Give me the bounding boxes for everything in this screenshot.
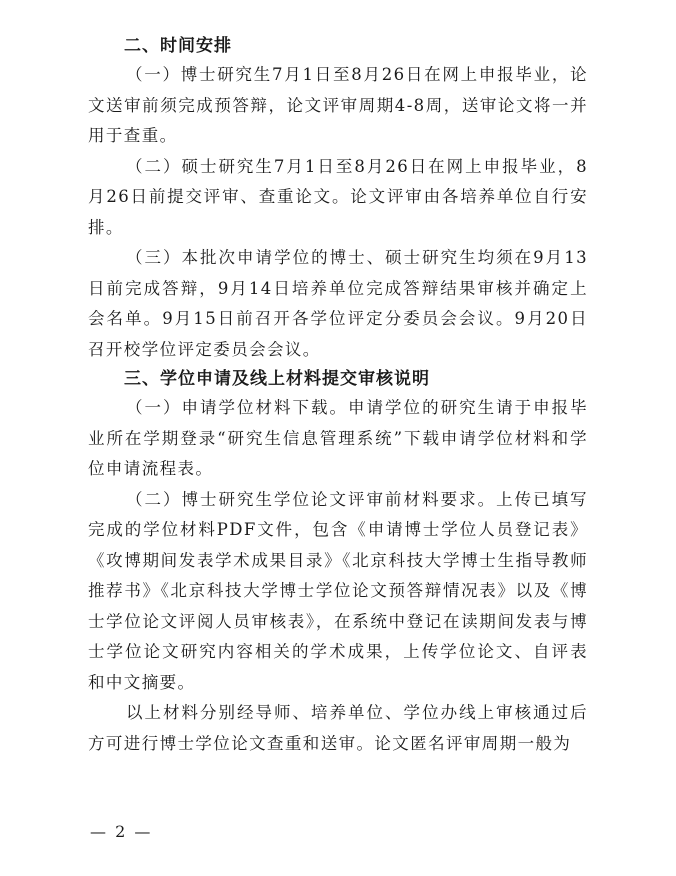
- paragraph-materials-download: （一）申请学位材料下载。申请学位的研究生请于申报毕业所在学期登录“研究生信息管理系统”下载申请学位材料和学位申请流程表。: [88, 398, 588, 478]
- document-body: [88, 32, 588, 759]
- paragraph-review-process: 以上材料分别经导师、培养单位、学位办线上审核通过后方可进行博士学位论文查重和送审。论文匿名评审周期一般为: [88, 703, 588, 753]
- paragraph-doctoral-materials: （二）博士研究生学位论文评审前材料要求。上传已填写完成的学位材料PDF文件，包含《申请博士学位人员登记表》《攻博期间发表学术成果目录》《北京科技大学博士生指导教师推荐书》《北京科技大学博士学位论文预答辩情况表》以及《博士学位论文评阅人员审核表》，在系统中登记在读期间发表与博士学位论文研究内容相关的学术成果，上传学位论文、自评表和中文摘要。: [88, 489, 588, 692]
- paragraph-master-schedule: （二）硕士研究生7月1日至8月26日在网上申报毕业，8月26日前提交评审、查重论文。论文评审由各培养单位自行安排。: [88, 156, 588, 237]
- page-number: — 2 —: [90, 822, 153, 841]
- paragraph-defense-deadlines: （三）本批次申请学位的博士、硕士研究生均须在9月13日前完成答辩，9月14日培养单位完成答辩结果审核并确定上会名单。9月15日前召开各学位评定分委员会会议。9月20日召开校学位评定委员会会议。: [88, 248, 588, 359]
- section-heading-schedule: 二、时间安排: [124, 36, 232, 56]
- paragraph-doctoral-schedule: （一）博士研究生7月1日至8月26日在网上申报毕业，论文送审前须完成预答辩，论文评审周期4-8周，送审论文将一并用于查重。: [88, 65, 588, 145]
- section-heading-materials: 三、学位申请及线上材料提交审核说明: [124, 369, 430, 389]
